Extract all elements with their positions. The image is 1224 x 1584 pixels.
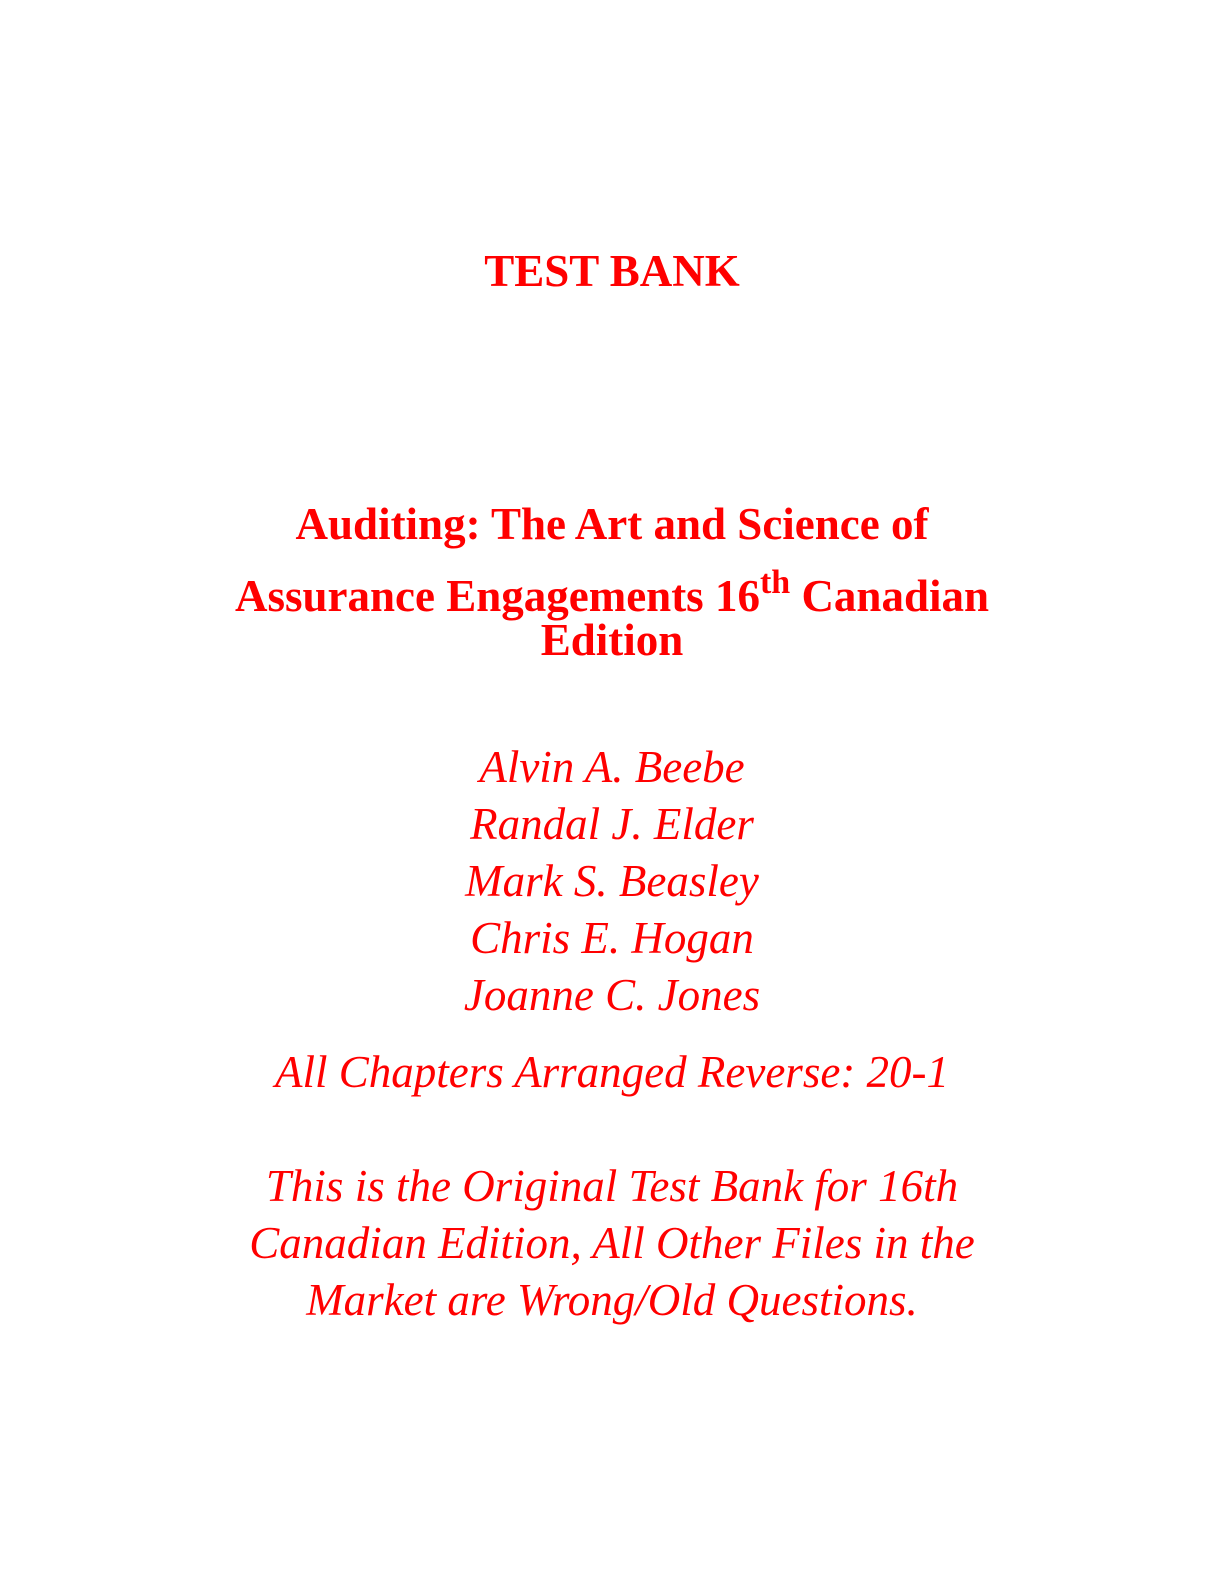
notice-line: Canadian Edition, All Other Files in the — [249, 1218, 975, 1268]
chapters-note: All Chapters Arranged Reverse: 20-1 — [274, 1047, 950, 1097]
title-line-1: Auditing: The Art and Science of — [295, 499, 929, 549]
document-heading: TEST BANK — [484, 246, 740, 296]
author-name: Chris E. Hogan — [470, 913, 754, 963]
title-line-2-prefix: Assurance Engagements 16 — [234, 571, 760, 621]
author-name: Randal J. Elder — [470, 799, 754, 849]
author-name: Mark S. Beasley — [465, 856, 759, 906]
notice-line: This is the Original Test Bank for 16th — [265, 1161, 959, 1211]
title-line-3: Edition — [540, 615, 684, 665]
edition-ordinal-superscript: th — [759, 564, 791, 601]
author-name: Joanne C. Jones — [463, 970, 761, 1020]
author-name: Alvin A. Beebe — [479, 742, 745, 792]
title-line-2 — [0, 564, 1224, 621]
notice-line: Market are Wrong/Old Questions. — [306, 1275, 918, 1325]
title-line-2-suffix: Canadian — [790, 571, 990, 621]
